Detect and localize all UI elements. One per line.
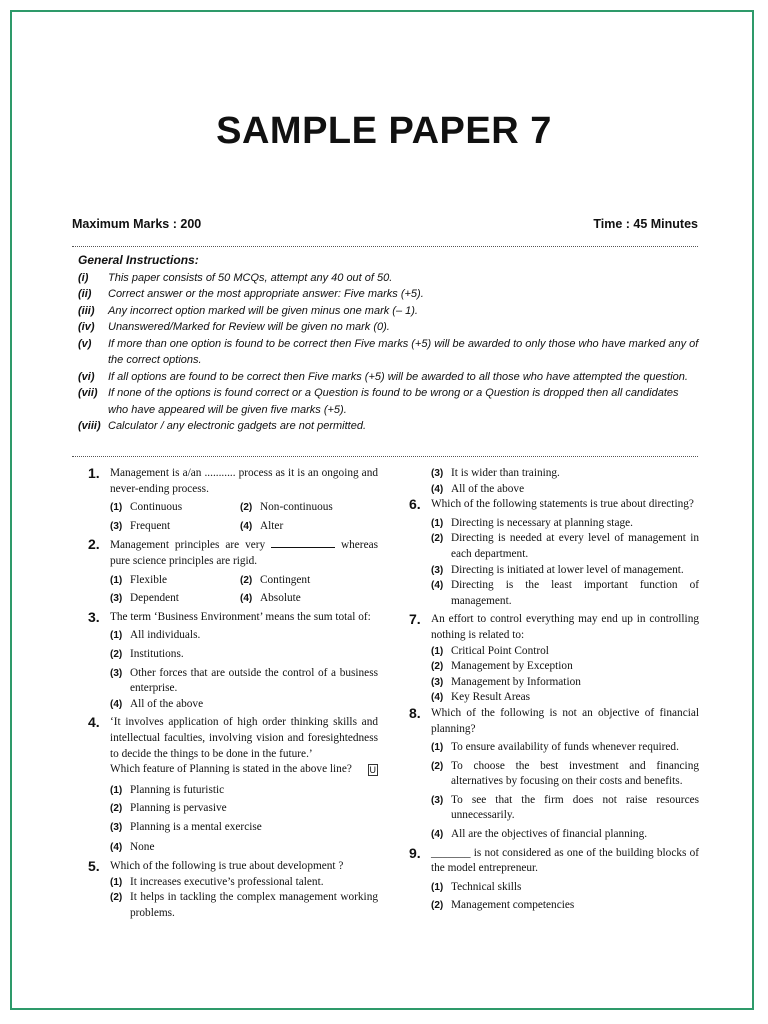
option: (3) To see that the firm does not raise resources unnecessarily. [431,793,699,822]
divider [72,246,698,247]
option: (1) All individuals. [110,629,201,642]
option: (2) Management competencies [431,899,575,912]
answer-blank [271,537,335,548]
instruction-item: (v) If more than one option is found to be correct then Five marks (+5) will be awarded to only those who have marked any of the correct options. [78,337,699,366]
question-8: 8. Which of the following is not an objective of financial planning? [409,704,699,735]
option: (1) Planning is futuristic [110,783,225,796]
options-row: (1) Continuous (2) Non-continuous [88,500,378,516]
option: (2) It helps in tackling the complex management working problems. [110,891,378,919]
option: Alter [260,519,284,532]
option: (3) It is wider than training. [431,467,560,479]
option: (3) Planning is a mental exercise [110,820,262,833]
option: (4) All are the objectives of financial planning. [431,828,648,841]
option: (2) Planning is pervasive [110,802,227,815]
divider [72,456,698,457]
option: (2) Institutions. [110,647,184,660]
option: Continuous [130,501,183,514]
option: (3) Other forces that are outside the control of a business enterprise. [110,666,378,695]
maximum-marks: Maximum Marks : 200 [72,217,202,231]
option: Absolute [260,592,301,605]
question-4-prompt: Which feature of Planning is stated in the above line? U [110,763,376,776]
question-3: 3. The term ‘Business Environment’ means the sum total of: [88,608,371,625]
questions-left-column [88,466,378,921]
question-5: 5. Which of the following is true about development ? [88,858,344,875]
question-9: 9. _______ is not considered as one of the building blocks of the model entrepreneur. [409,844,699,875]
options-row: (1) Flexible (2) Contingent [88,573,378,589]
paper-title: SAMPLE PAPER 7 [216,110,552,152]
option: (3) Management by Information [431,675,581,688]
option: (2) Management by Exception [431,660,573,673]
question-1: 1. Management is a/an ........... process as it is an ongoing and never-ending process. [88,465,378,495]
option: (1) To ensure availability of funds whenever required. [431,741,679,754]
option: (4) All of the above [110,697,204,710]
option: (2) To choose the best investment and financing alternatives by focusing on their costs and benefits. [431,759,699,788]
questions-right-column [409,466,699,914]
options-row: (3) Dependent (4) Absolute [88,591,378,607]
option: Dependent [130,592,179,605]
option: (2) Directing is needed at every level of management in each department. [431,532,699,560]
option: Non-continuous [260,501,333,514]
understanding-level-icon: U [369,765,376,776]
instruction-item: (vi) If all options are found to be correct then Five marks (+5) will be awarded to all those who have attempted the question. [78,370,688,383]
instructions-heading: General Instructions: [78,253,199,267]
time-allowed: Time : 45 Minutes [593,217,698,231]
option: (4) None [110,841,155,854]
option: (3) Directing is initiated at lower level of management. [431,563,684,576]
question-2: 2. Management principles are very whereas pure science principles are rigid. [88,536,378,567]
option: (4) All of the above [431,482,525,495]
option: (1) It increases executive’s professional talent. [110,875,324,888]
question-4: 4. ‘It involves application of high order thinking skills and intellectual faculties, involving vision and foresightedness to decide the things to be done in the future.’ [88,714,378,760]
instruction-item: (viii) Calculator / any electronic gadgets are not permitted. [78,420,367,432]
option: Flexible [130,573,168,586]
question-6: 6. Which of the following statements is true about directing? [409,496,694,513]
instruction-item: (vii) If none of the options is found correct or a Question is found to be wrong or a Question is dropped then all candidates who have appeared will be given five marks (+5). [78,387,679,416]
instruction-item: (i) This paper consists of 50 MCQs, attempt any 40 out of 50. [78,271,393,284]
option: Contingent [260,573,311,586]
option: Frequent [130,519,171,532]
instruction-item: (iv) Unanswered/Marked for Review will be given no mark (0). [78,321,390,333]
option: (4) Key Result Areas [431,691,531,704]
question-7: 7. An effort to control everything may end up in controlling nothing is related to: [409,611,699,641]
general-instructions [78,252,700,435]
instruction-item: (iii) Any incorrect option marked will be given minus one mark (– 1). [78,304,418,317]
options-row: (3) Frequent (4) Alter [88,519,378,535]
option: (1) Directing is necessary at planning stage. [431,516,633,529]
instruction-item: (ii) Correct answer or the most appropriate answer: Five marks (+5). [78,288,424,300]
option: (1) Technical skills [431,880,522,893]
option: (1) Critical Point Control [431,644,549,657]
paper-meta [72,217,698,231]
option: (4) Directing is the least important function of management. [431,579,699,607]
